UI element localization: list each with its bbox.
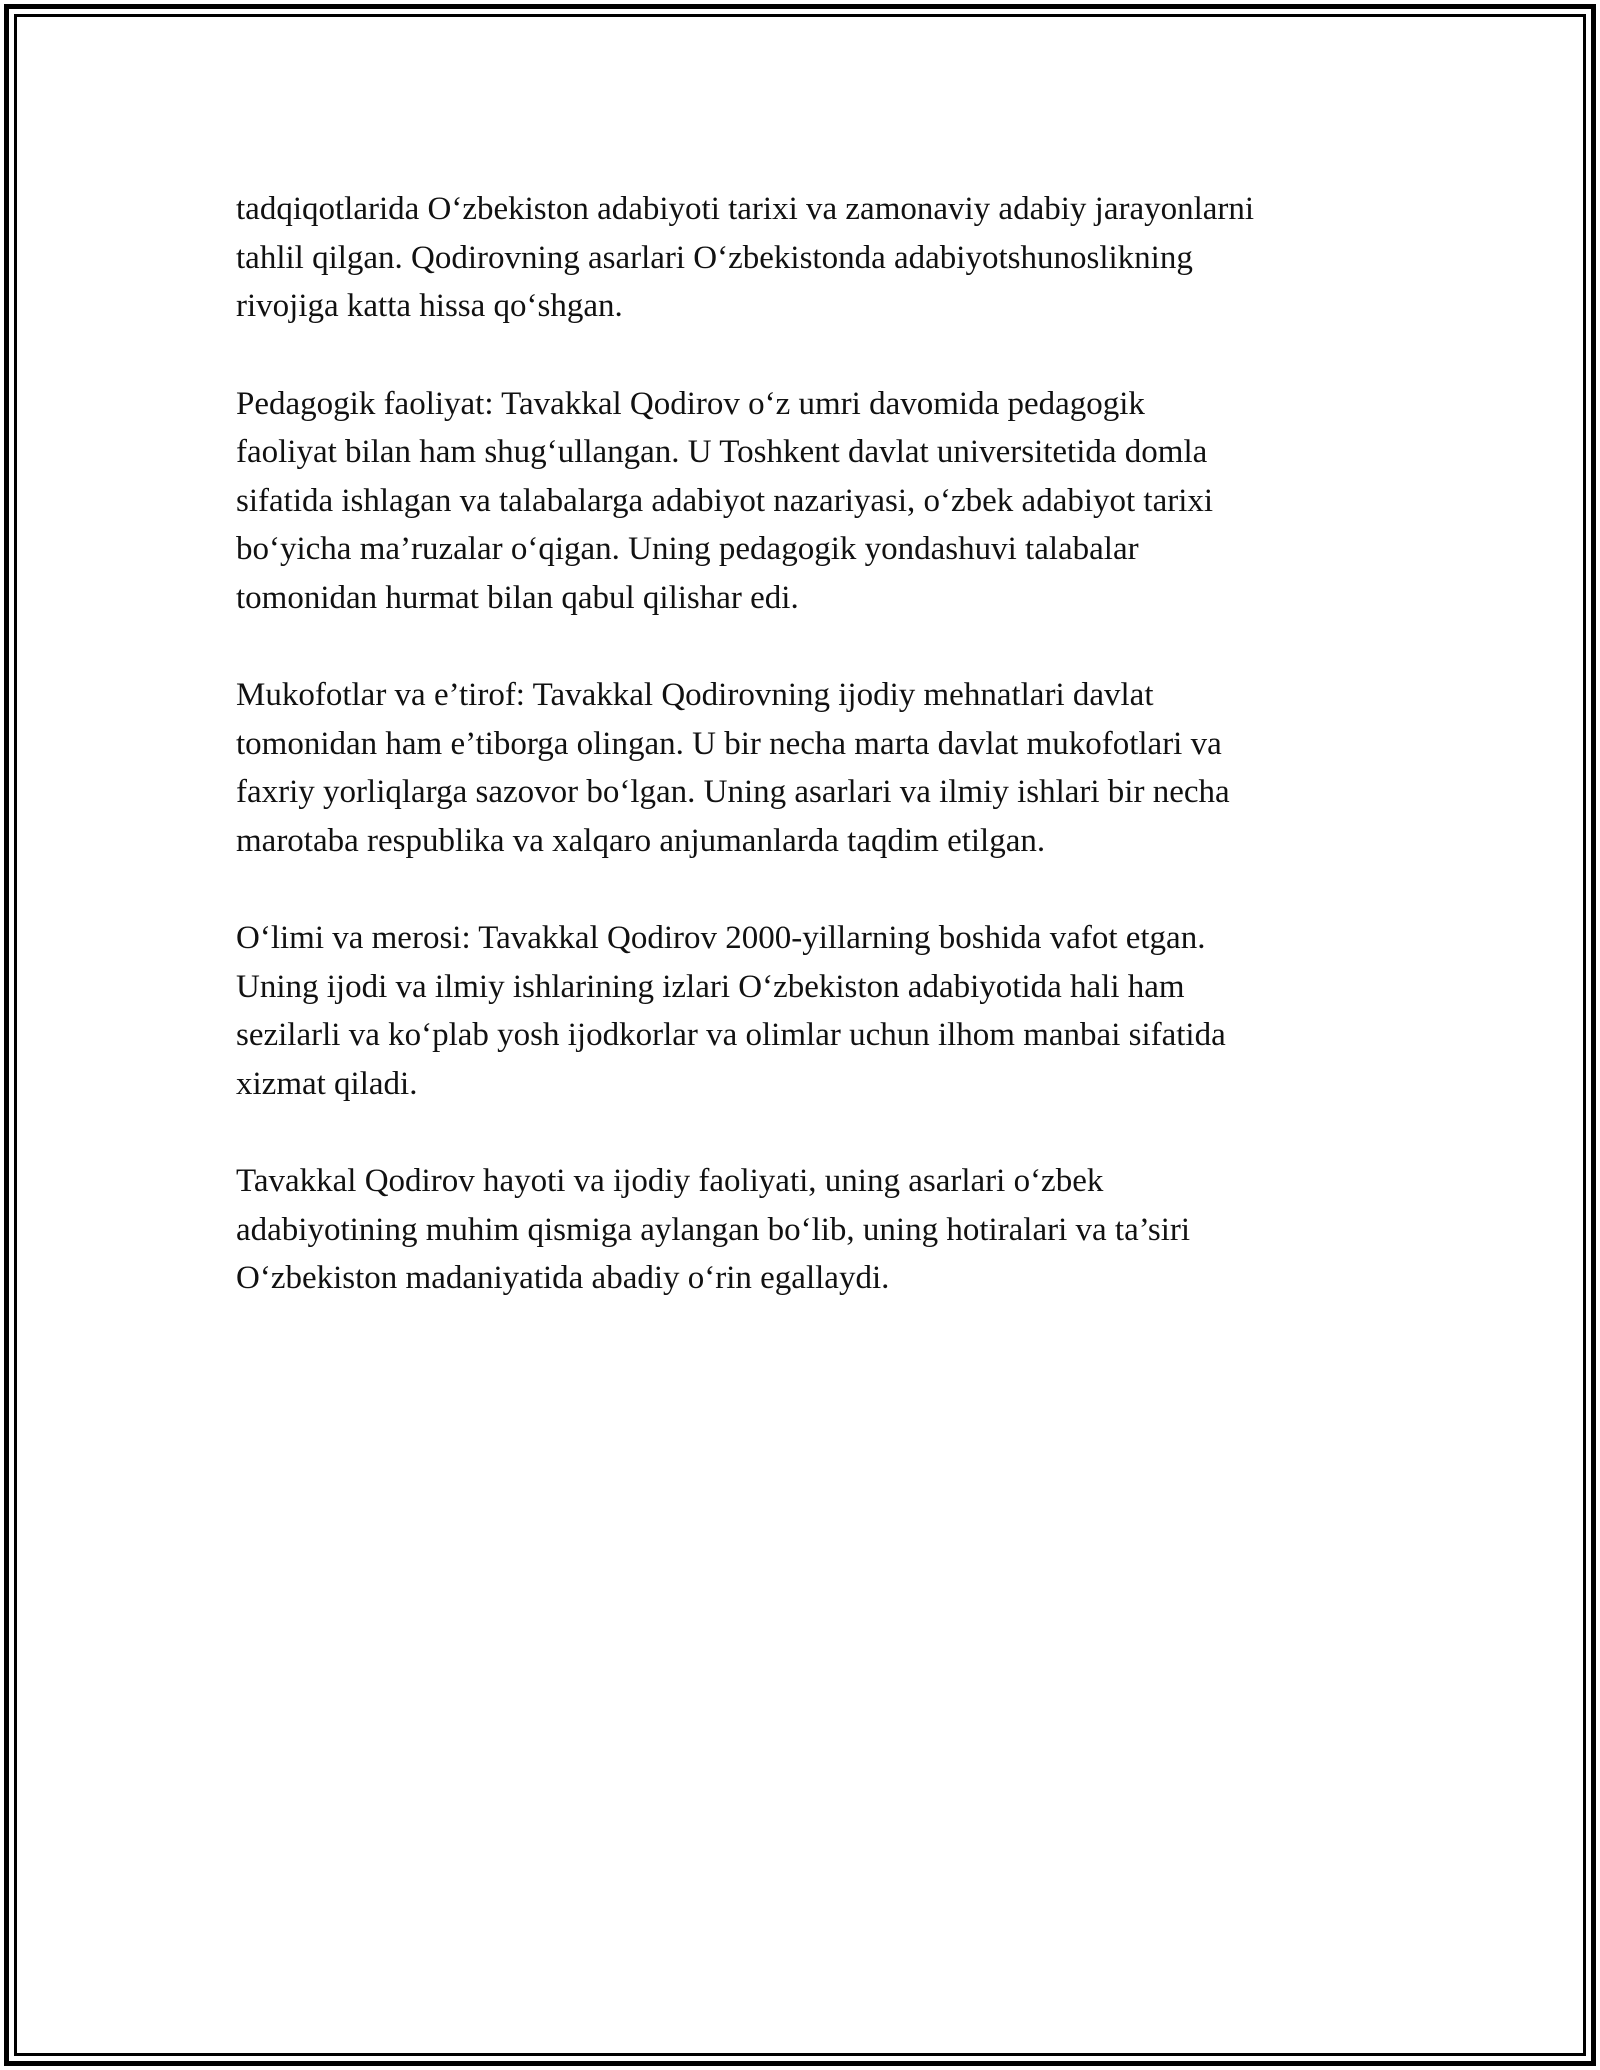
text-line: tadqiqotlarida O‘zbekiston adabiyoti tarixi va zamonaviy adabiy jarayonlarni xyxy=(236,191,1255,227)
text-line: tomonidan ham e’tiborga olingan. U bir necha marta davlat mukofotlari va xyxy=(236,725,1222,762)
text-line: Pedagogik faoliyat: Tavakkal Qodirov o‘z umri davomida pedagogik xyxy=(236,385,1145,422)
document-body xyxy=(236,185,1396,1352)
paragraph-conclusion xyxy=(236,1157,1396,1303)
paragraph-death-and-legacy xyxy=(236,914,1396,1108)
text-line: rivojiga katta hissa qo‘shgan. xyxy=(236,288,623,324)
text-line: sezilarli va ko‘plab yosh ijodkorlar va olimlar uchun ilhom manbai sifatida xyxy=(236,1017,1226,1053)
text-line: Uning ijodi va ilmiy ishlarining izlari O‘zbekiston adabiyotida hali ham xyxy=(236,968,1185,1005)
paragraph-pedagogical-activity xyxy=(236,380,1396,623)
text-line: bo‘yicha ma’ruzalar o‘qigan. Uning pedagogik yondashuvi talabalar xyxy=(236,531,1139,567)
text-line: xizmat qiladi. xyxy=(236,1065,418,1102)
text-line: faxriy yorliqlarga sazovor bo‘lgan. Uning asarlari va ilmiy ishlari bir necha xyxy=(236,774,1230,810)
text-line: Tavakkal Qodirov hayoti va ijodiy faoliyati, uning asarlari o‘zbek xyxy=(236,1163,1104,1199)
paragraph-awards xyxy=(236,671,1396,865)
text-line: O‘zbekiston madaniyatida abadiy o‘rin egallaydi. xyxy=(236,1260,890,1296)
text-line: tomonidan hurmat bilan qabul qilishar edi. xyxy=(236,579,799,616)
paragraph-research xyxy=(236,185,1396,331)
text-line: tahlil qilgan. Qodirovning asarlari O‘zbekistonda adabiyotshunoslikning xyxy=(236,239,1193,276)
text-line: Mukofotlar va e’tirof: Tavakkal Qodirovning ijodiy mehnatlari davlat xyxy=(236,677,1154,713)
text-line: adabiyotining muhim qismiga aylangan bo‘lib, uning hotiralari va ta’siri xyxy=(236,1211,1191,1248)
text-line: O‘limi va merosi: Tavakkal Qodirov 2000-yillarning boshida vafot etgan. xyxy=(236,920,1206,956)
text-line: marotaba respublika va xalqaro anjumanlarda taqdim etilgan. xyxy=(236,822,1046,859)
text-line: sifatida ishlagan va talabalarga adabiyot nazariyasi, o‘zbek adabiyot tarixi xyxy=(236,482,1214,519)
text-line: faoliyat bilan ham shug‘ullangan. U Toshkent davlat universitetida domla xyxy=(236,434,1208,470)
